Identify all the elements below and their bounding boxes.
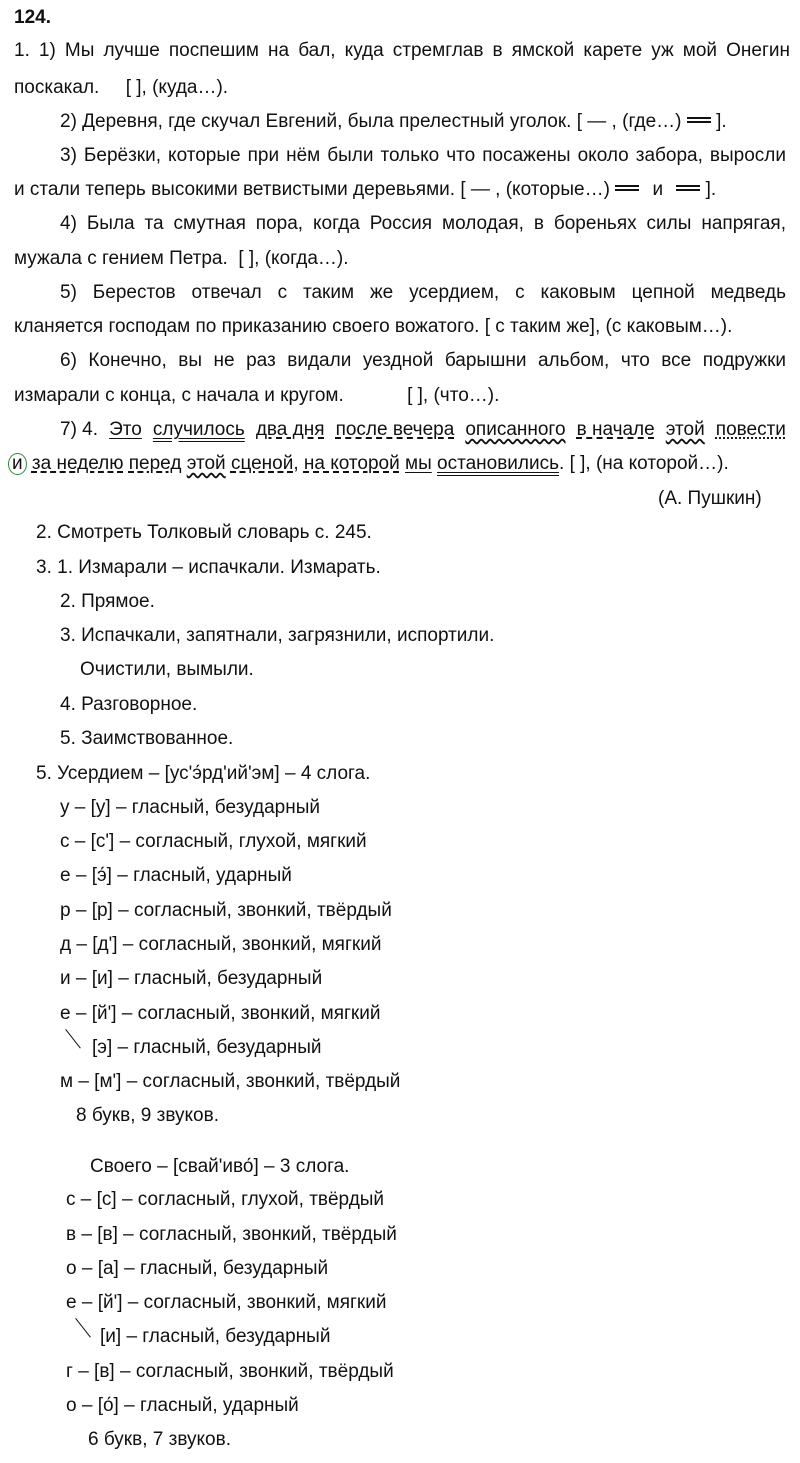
s7b-adverbial-1: за неделю (31, 453, 124, 474)
task3-line-5: 4. Разговорное. (60, 694, 198, 715)
task3-line-1: 3. 1. Измарали – испачкали. Измарать. (36, 557, 381, 578)
s7-attribute-1: описанного (465, 419, 566, 440)
task3-line-3: 3. Испачкали, запятнали, загрязнили, испортили. (60, 625, 495, 646)
exercise-number: 124. (14, 7, 51, 28)
sentence-6a: 6) Конечно, вы не раз видали уездной барышни альбом, что все подружки (60, 350, 786, 371)
task3-line-6: 5. Заимствованное. (60, 728, 234, 749)
sentence-7a (60, 418, 786, 442)
phonetic-row: и – [и] – гласный, безударный (60, 968, 323, 989)
phonetic-row: е – [й'] – согласный, звонкий, мягкий (60, 1003, 381, 1024)
s7-object: повести (715, 419, 786, 440)
s7-subject: Это (109, 419, 142, 440)
s7b-attribute: этой (186, 453, 226, 474)
s7b-predicate: остановились (437, 453, 560, 474)
double-line-icon (687, 117, 711, 123)
double-line-icon (615, 185, 639, 191)
phonetic-row: о – [а] – гласный, безударный (66, 1258, 329, 1279)
sentence-2 (60, 110, 727, 134)
phonetic-row: р – [р] – согласный, звонкий, твёрдый (60, 900, 392, 921)
phonetic-row: г – [в] – согласный, звонкий, твёрдый (66, 1361, 394, 1382)
task3-line-4: Очистили, вымыли. (80, 659, 254, 680)
task2: 2. Смотреть Толковый словарь с. 245. (36, 522, 372, 543)
phonetic-row: [э] – гласный, безударный (92, 1037, 322, 1058)
s7b-subject: мы (405, 453, 432, 474)
task1-line1: 1. 1) Мы лучше поспешим на бал, куда стремглав в ямской карете уж мой Онегин (14, 40, 790, 61)
sentence-2-text: 2) Деревня, где скучал Евгений, была прелестный уголок. [ — , (где…) (60, 111, 682, 132)
sentence-5b: кланяется господам по приказанию своего вожатого. [ с таким же], (с каковым…). (14, 316, 733, 337)
phonetic-row: д – [д'] – согласный, звонкий, мягкий (60, 934, 382, 955)
phonetic-row: е – [й'] – согласный, звонкий, мягкий (66, 1292, 387, 1313)
branch-line-icon (75, 1318, 91, 1338)
s7b-adverbial-2: перед (128, 453, 182, 474)
sentence-4a: 4) Была та смутная пора, когда Россия молодая, в бореньях силы напрягая, (60, 213, 786, 234)
sentence-3b-text: и стали теперь высокими ветвистыми деревьями. [ — , (которые…) (14, 179, 610, 200)
s7-adverbial-3: в начале (576, 419, 655, 440)
phonetic-row: у – [у] – гласный, безударный (60, 797, 320, 818)
s7b-adverbial-3: на которой (303, 453, 400, 474)
phonetic-row: м – [м'] – согласный, звонкий, твёрдый (60, 1071, 401, 1092)
phonetic-row: с – [с] – согласный, глухой, твёрдый (66, 1189, 385, 1210)
branch-line-icon (65, 1029, 81, 1049)
task5-title: 5. Усердием – [ус'э́рд'ий'эм] – 4 слога. (36, 763, 371, 784)
phonetic-row: [и] – гласный, безударный (100, 1326, 331, 1347)
phonetic-row: в – [в] – согласный, звонкий, твёрдый (66, 1224, 397, 1245)
s7-prefix: 7) 4. (60, 419, 99, 440)
sentence-6b: измарали с конца, с начала и кругом. [ ], (что…). (14, 385, 500, 406)
sentence-2-end: ]. (716, 111, 727, 132)
sentence-3b-mid: и (652, 179, 664, 200)
s7-adverbial-1: два дня (255, 419, 325, 440)
s7-adverbial-2: после вечера (335, 419, 455, 440)
sentence-3b (14, 178, 716, 202)
phonetic-row: с – [с'] – согласный, глухой, мягкий (60, 831, 367, 852)
word2-summary: 6 букв, 7 звуков. (88, 1429, 231, 1450)
sentence-3a: 3) Берёзки, которые при нём были только что посажены около забора, выросли (60, 145, 786, 166)
task3-line-2: 2. Прямое. (60, 591, 155, 612)
s7-attribute-2: этой (665, 419, 705, 440)
s7b-conjunction-circled: и (8, 453, 27, 475)
word2-title: Своего – [свай'иво́] – 3 слога. (90, 1156, 350, 1177)
sentence-4b: мужала с гением Петра. [ ], (когда…). (14, 248, 349, 269)
phonetic-row: о – [о́] – гласный, ударный (66, 1395, 299, 1416)
double-line-icon (676, 185, 700, 191)
task5-summary: 8 букв, 9 звуков. (76, 1105, 219, 1126)
author: (А. Пушкин) (658, 488, 762, 509)
phonetic-row: е – [э́] – гласный, ударный (60, 865, 292, 886)
sentence-7b: и за неделю перед этой сценой, на которой мы остановились. [ ], (на которой…). (8, 452, 729, 476)
task1-line2: поскакал. [ ], (куда…). (14, 77, 229, 98)
s7b-end: . [ ], (на которой…). (559, 453, 729, 474)
sentence-3b-end: ]. (705, 179, 717, 200)
s7-predicate: случилось (152, 419, 245, 440)
sentence-5a: 5) Берестов отвечал с таким же усердием, с каковым цепной медведь (60, 282, 786, 303)
s7b-object: сценой (230, 453, 294, 474)
